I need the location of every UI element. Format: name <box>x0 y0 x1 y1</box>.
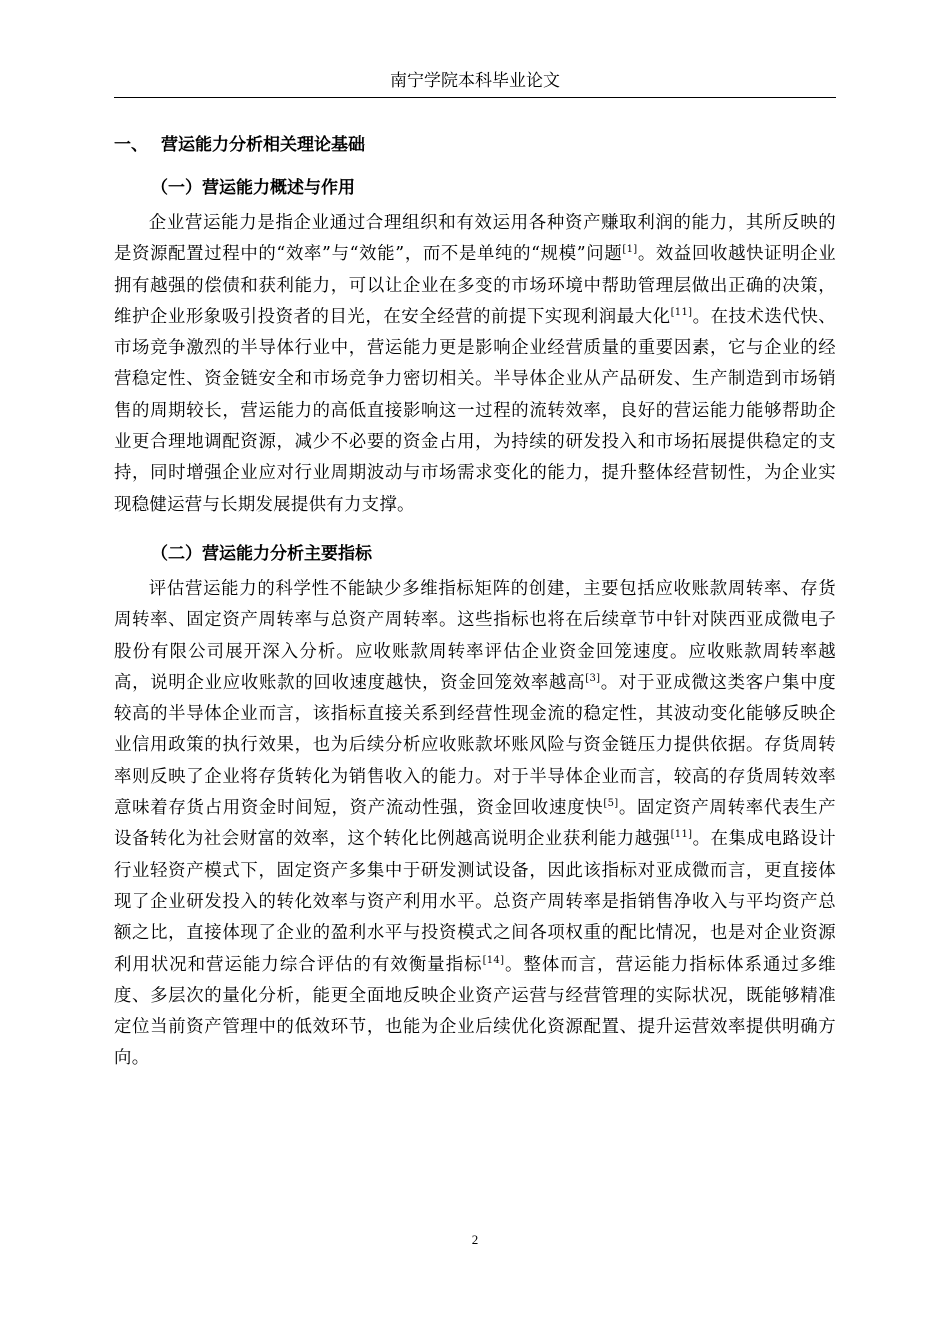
body-paragraph-2 <box>114 574 836 1075</box>
paragraph-text: 。整体而言，营运能力指标体系通过多维度、多层次的量化分析，能更全面地反映企业资产运营与经营管理的实际状况，既能够精准定位当前资产管理中的低效环节，也能为企业后续优化资源配置、提升运营效率提供明确方向。 <box>114 954 836 1069</box>
paragraph-text: 。固定资产周转率代表生产设备转化为社会财富的效率，这个转化比例越高说明企业获利能力越强 <box>114 798 836 850</box>
page-content <box>114 128 836 1075</box>
paragraph-text: 评估营运能力的科学性不能缺少多维指标矩阵的创建，主要包括应收账款周转率、存货周转率、固定资产周转率与总资产周转率。这些指标也将在后续章节中针对陕西亚成微电子股份有限公司展开深入分析。应收账款周转率评估企业资金回笼速度。应收账款周转率越高，说明企业应收账款的回收速度越快，资金回笼效率越高 <box>114 578 836 693</box>
subsection-heading-2: （二）营运能力分析主要指标 <box>151 543 372 564</box>
section-title: 营运能力分析相关理论基础 <box>161 135 365 155</box>
citation-ref: [11] <box>670 306 693 318</box>
section-number: 一、 <box>114 135 148 155</box>
paragraph-text: 。效益回收越快证明企业拥有越强的偿债和获利能力，可以让企业在多变的市场环境中帮助管理层做出正确的决策，维护企业形象吸引投资者的目光，在安全经营的前提下实现利润最大化 <box>114 244 836 327</box>
citation-ref: [5] <box>603 798 619 810</box>
section-heading <box>114 128 836 162</box>
citation-ref: [14] <box>482 954 505 966</box>
page-header <box>114 70 836 98</box>
citation-ref: [3] <box>585 672 601 684</box>
citation-ref: [1] <box>622 244 638 256</box>
page-number: 2 <box>471 1232 479 1247</box>
paragraph-text: 。在技术迭代快、市场竞争激烈的半导体行业中，营运能力更是影响企业经营质量的重要因素，它与企业的经营稳定性、资金链安全和市场竞争力密切相关。半导体企业从产品研发、生产制造到市场销售的周期较长，营运能力的高低直接影响这一过程的流转效率，良好的营运能力能够帮助企业更合理地调配资源，减少不必要的资金占用，为持续的研发投入和市场拓展提供稳定的支持，同时增强企业应对行业周期波动与市场需求变化的能力，提升整体经营韧性，为企业实现稳健运营与长期发展提供有力支撑。 <box>114 306 836 515</box>
paragraph-text: 。对于亚成微这类客户集中度较高的半导体企业而言，该指标直接关系到经营性现金流的稳定性，其波动变化能够反映企业信用政策的执行效果，也为后续分析应收账款坏账风险与资金链压力提供依据。存货周转率则反映了企业将存货转化为销售收入的能力。对于半导体企业而言，较高的存货周转效率意味着存货占用资金时间短，资产流动性强，资金回收速度快 <box>114 672 836 819</box>
paragraph-text: 。在集成电路设计行业轻资产模式下，固定资产多集中于研发测试设备，因此该指标对亚成微而言，更直接体现了企业研发投入的转化效率与资产利用水平。总资产周转率是指销售净收入与平均资产总额之比，直接体现了企业的盈利水平与投资模式之间各项权重的配比情况，也是对企业资源利用状况和营运能力综合评估的有效衡量指标 <box>114 829 836 975</box>
citation-ref: [11] <box>670 829 693 841</box>
subsection-heading-1: （一）营运能力概述与作用 <box>151 178 355 198</box>
paragraph-text: 企业营运能力是指企业通过合理组织和有效运用各种资产赚取利润的能力，其所反映的是资源配置过程中的“效率”与“效能”，而不是单纯的“规模”问题 <box>114 213 836 265</box>
header-title: 南宁学院本科毕业论文 <box>390 71 560 91</box>
body-paragraph-1 <box>114 208 836 521</box>
